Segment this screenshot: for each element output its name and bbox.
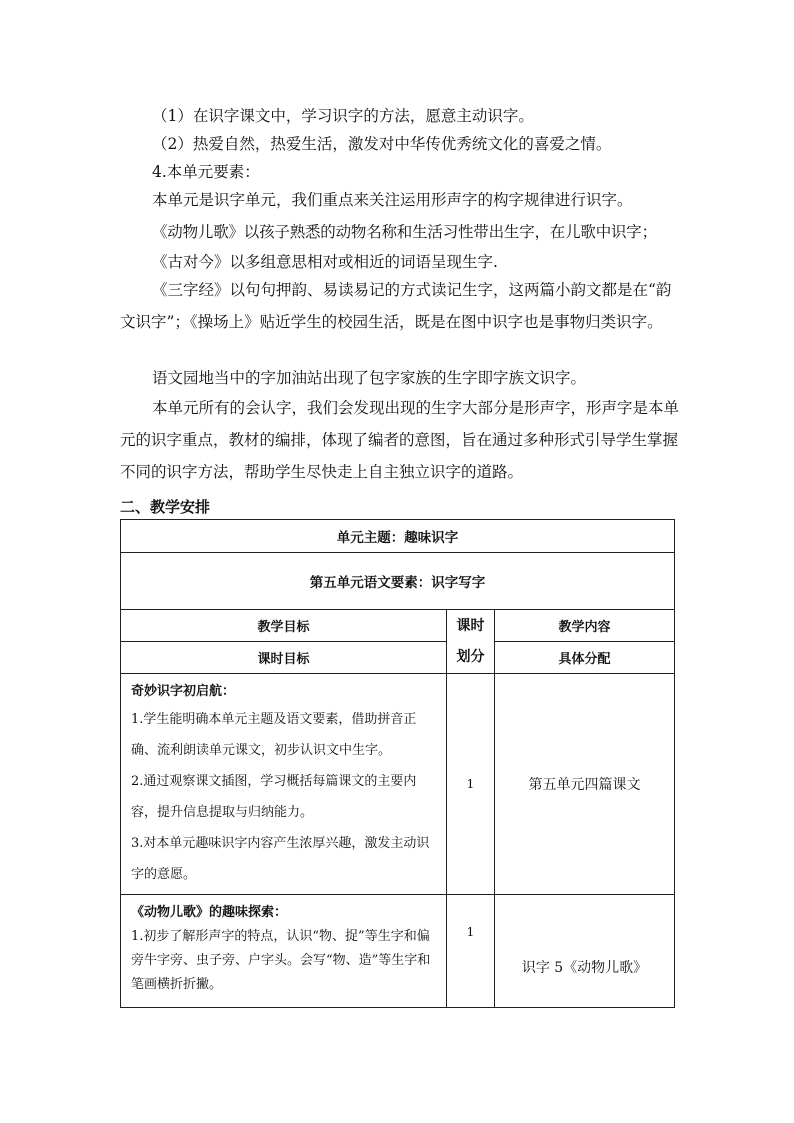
- hours-header-line-1: 课时: [456, 617, 485, 634]
- lesson-content: 识字 5《动物儿歌》: [495, 895, 675, 1008]
- hours-header-line-2: 划分: [456, 648, 485, 665]
- section-heading: 二、教学安排: [120, 498, 211, 516]
- unit-elements-heading: 4.本单元要素：: [152, 163, 260, 181]
- column-header-goal: 教学目标: [121, 610, 447, 642]
- lesson-goals-heading: 《动物儿歌》的趣味探索：: [131, 905, 288, 920]
- lesson-goal-item: 1.初步了解形声字的特点，认识“物、捉”等生字和偏旁牛字旁、虫子旁、户字头。会写“物、造”等生字和笔画横折折撇。: [131, 929, 431, 992]
- table-row: [121, 895, 675, 1008]
- table-title: 单元主题：趣味识字: [121, 520, 675, 553]
- lesson-hours: 1: [447, 895, 495, 1008]
- lesson-goals-cell: [121, 674, 447, 895]
- lesson-hours: 1: [447, 674, 495, 895]
- objective-1: （1）在识字课文中，学习识字的方法，愿意主动识字。: [152, 107, 534, 125]
- table-row: [121, 674, 675, 895]
- unit-summary-paragraph: 本单元所有的会认字，我们会发现出现的生字大部分是形声字，形声字是本单元的识字重点，教材的编排，体现了编者的意图，旨在通过多种形式引导学生掌握不同的识字方法，帮助学生尽快走上自主独立识字的道路。: [120, 399, 680, 481]
- three-character-paragraph: 《三字经》以句句押韵、易读易记的方式读记生字，这两篇小韵文都是在“韵文识字”；《操场上》贴近学生的校园生活，既是在图中识字也是事物归类识字。: [120, 281, 672, 331]
- lesson-content: 第五单元四篇课文: [495, 674, 675, 895]
- lesson-goals-heading: 奇妙识字初启航：: [131, 684, 236, 699]
- lesson-goal-item: 2.通过观察课文插图，学习概括每篇课文的主要内容，提升信息提取与归纳能力。: [131, 774, 417, 820]
- lesson-goal-item: 3.对本单元趣味识字内容产生浓厚兴趣，激发主动识字的意愿。: [131, 836, 430, 882]
- lesson-goal-item: 1.学生能明确本单元主题及语文要素，借助拼音正确、流利朗读单元课文，初步认识文中生字。: [131, 712, 417, 758]
- animal-song-paragraph: 《动物儿歌》以孩子熟悉的动物名称和生活习性带出生字，在儿歌中识字；: [152, 223, 657, 241]
- column-header-goal-sub: 课时目标: [121, 642, 447, 674]
- language-garden-paragraph: 语文园地当中的字加油站出现了包字家族的生字即字族文识字。: [152, 369, 587, 387]
- unit-intro-paragraph: 本单元是识字单元，我们重点来关注运用形声字的构字规律进行识字。: [152, 191, 633, 209]
- lesson-goals-cell: [121, 895, 447, 1008]
- objective-2: （2）热爱自然，热爱生活，激发对中华传优秀统文化的喜爱之情。: [152, 135, 612, 153]
- teaching-plan-table: [120, 519, 675, 1008]
- column-header-hours: [447, 610, 495, 674]
- column-header-content-sub: 具体分配: [495, 642, 675, 674]
- table-subtitle: 第五单元语文要素：识字写字: [121, 553, 675, 610]
- ancient-modern-paragraph: 《古对今》以多组意思相对或相近的词语呈现生字.: [152, 253, 498, 271]
- column-header-content: 教学内容: [495, 610, 675, 642]
